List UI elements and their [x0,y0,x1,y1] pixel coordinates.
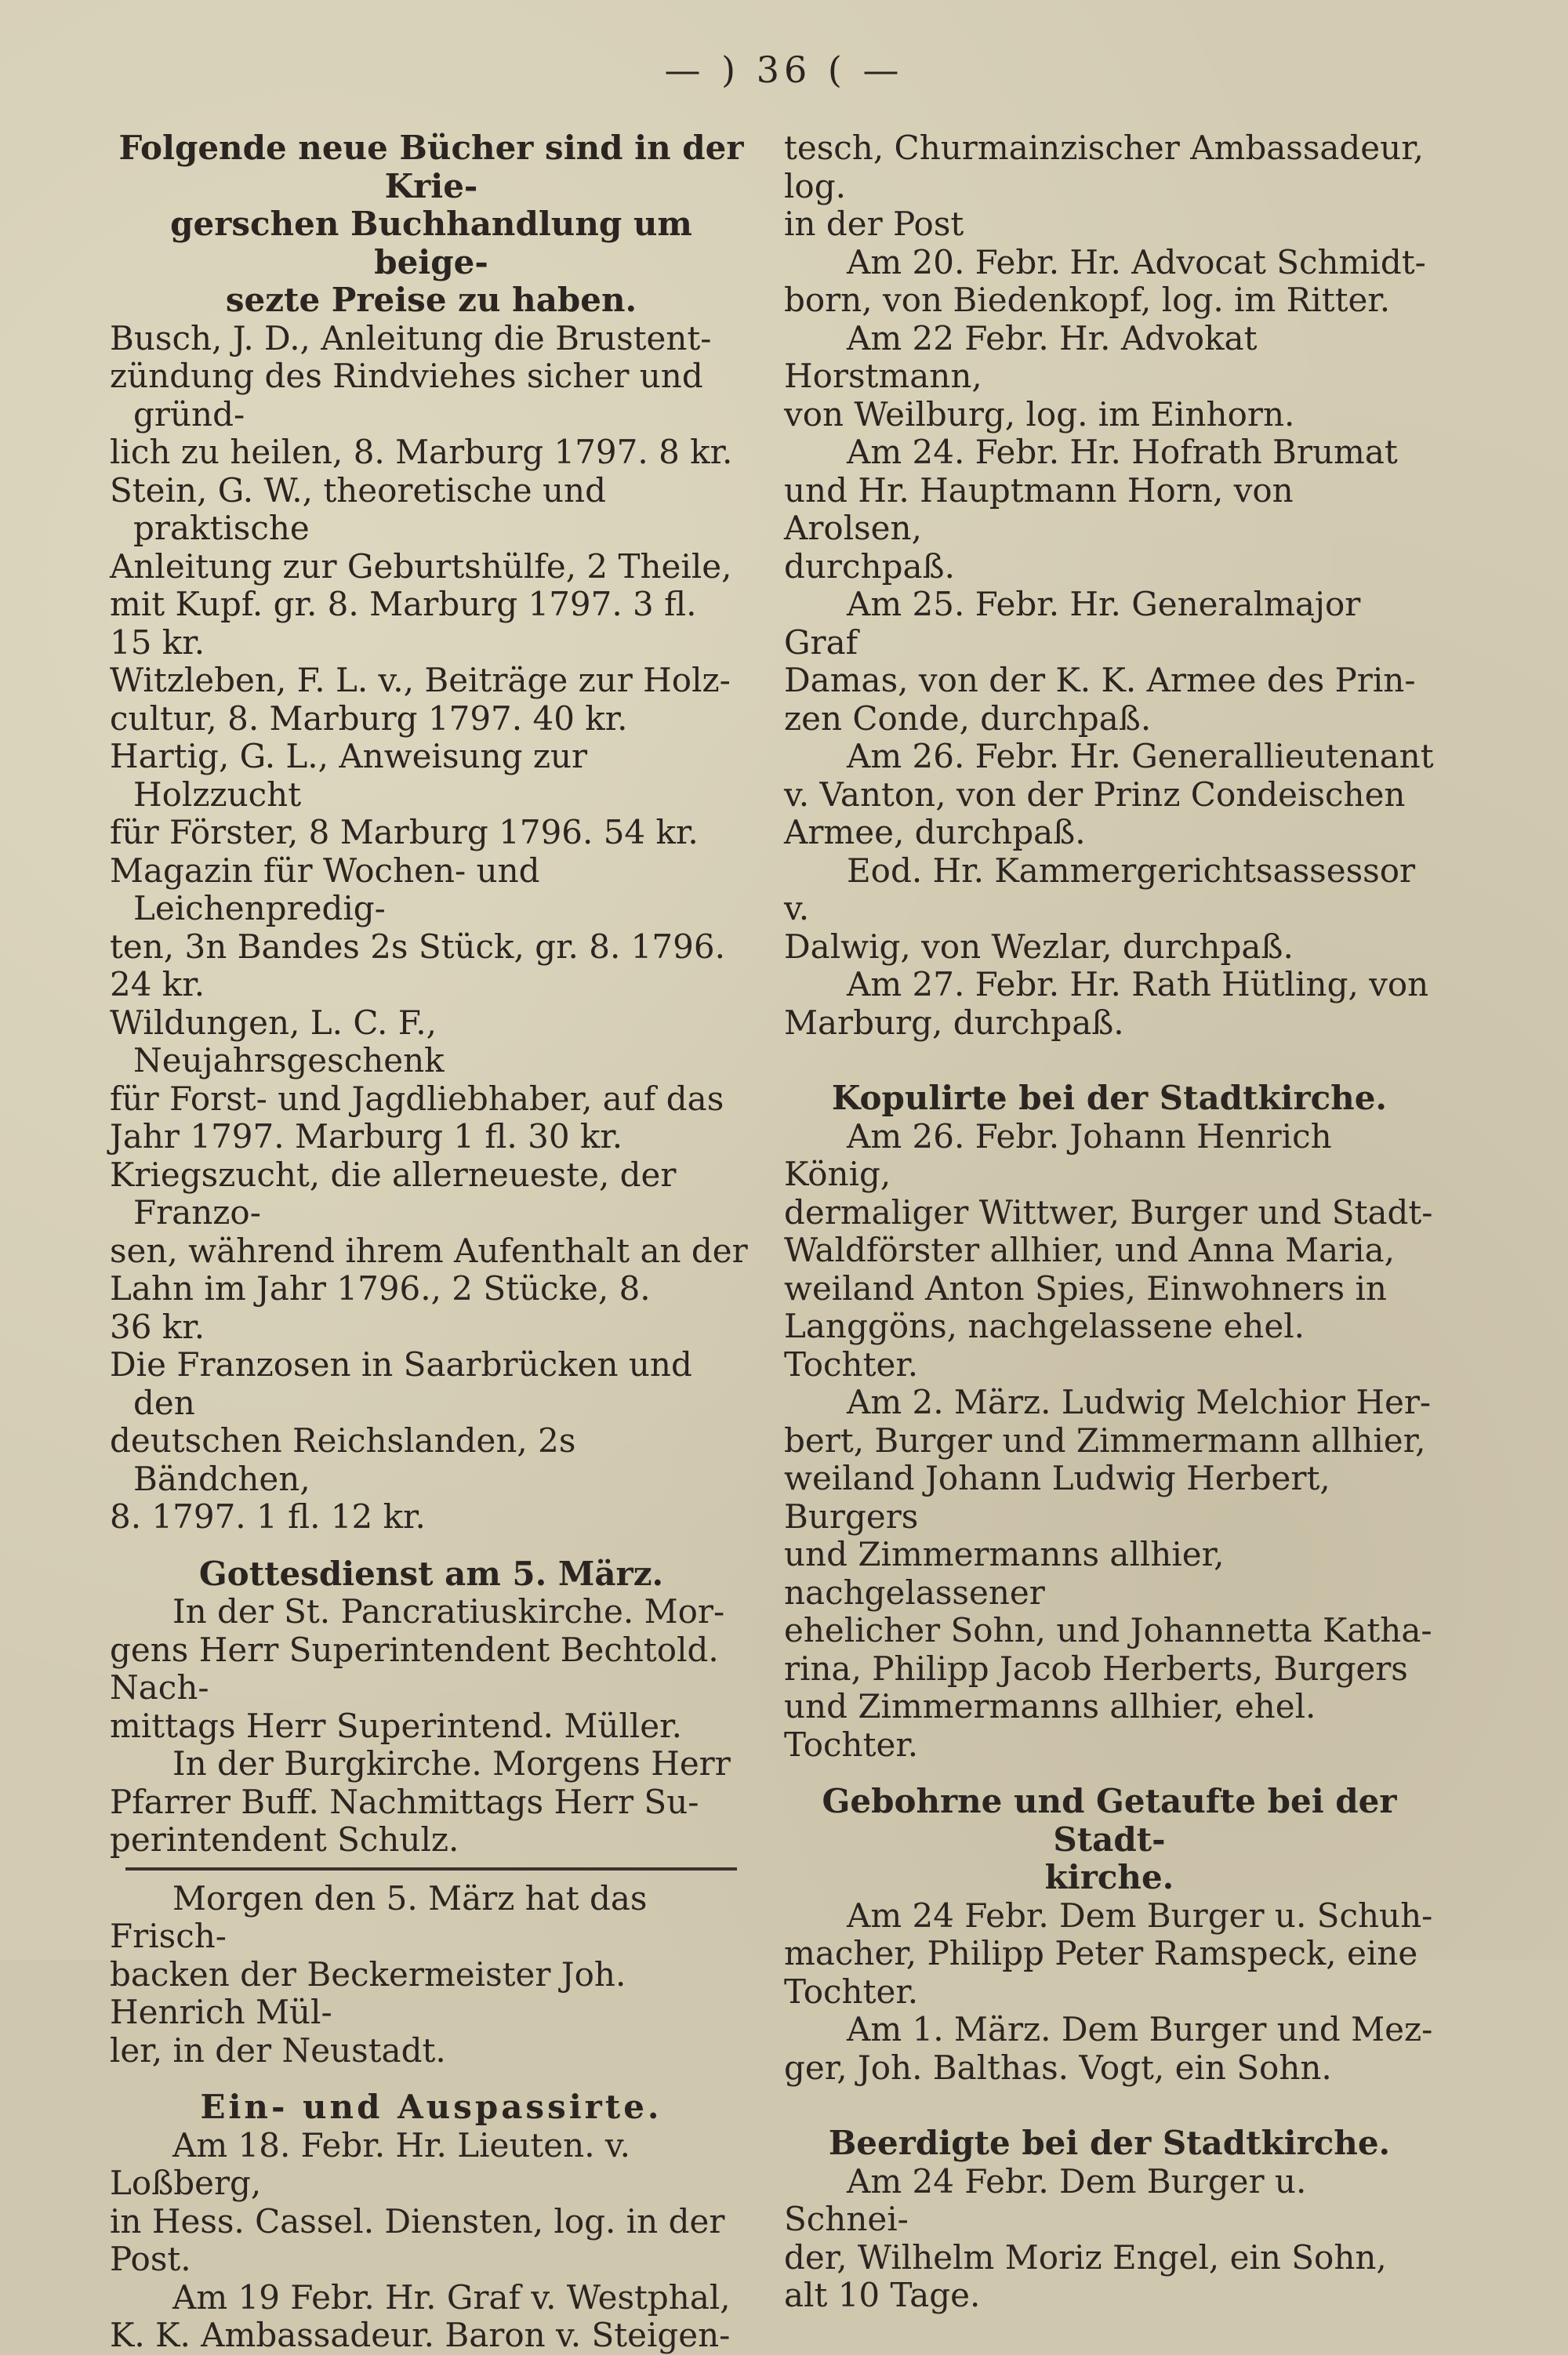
book-entry: Busch, J. D., Anleitung die Brustent- zündung des Rindviehes sicher und gründ- lich zu heilen, 8. Marburg 1797. 8 kr. [110,318,733,471]
born-heading: Gebohrne und Getaufte bei der Stadt- kirche. [822,1782,1397,1896]
married-entry: Am 26. Febr. Johann Henrich König, dermaliger Wittwer, Burger und Stadt- Waldförster allhier, und Anna Maria, weiland Anton Spies, Einwohners in Langgöns, nachgelassene ehel. Tochter. [784,1116,1433,1384]
book-entry: Witzleben, F. L. v., Beiträge zur Holz- cultur, 8. Marburg 1797. 40 kr. [110,661,731,738]
passed-heading: Ein- und Auspassirte. [200,2088,662,2126]
buried-heading: Beerdigte bei der Stadtkirche. [828,2124,1391,2162]
passed-entry: Am 25. Febr. Hr. Generalmajor Graf Damas, von der K. K. Armee des Prin- zen Conde, durchpaß. [784,585,1416,738]
service-heading: Gottesdienst am 5. März. [198,1554,664,1593]
passed-entry: Am 26. Febr. Hr. Generallieutenant v. Vanton, von der Prinz Condeischen Armee, durchpaß. [784,737,1434,851]
service-entry: In der St. Pancratiuskirche. Mor- gens Herr Superintendent Bechtold. Nach- mittags Herr Superintend. Müller. [110,1592,725,1745]
buried-entry: Am 24 Febr. Dem Burger u. Schnei- der, Wilhelm Moriz Engel, ein Sohn, alt 10 Tage. [784,2161,1387,2314]
book-list [110,320,753,1537]
born-entry: Am 24 Febr. Dem Burger u. Schuh- macher, Philipp Peter Ramspeck, eine Tochter. [784,1896,1433,2011]
book-entry: Wildungen, L. C. F., Neujahrsgeschenk für Forst- und Jagdliebhaber, auf das Jahr 1797. Marburg 1 fl. 30 kr. [110,1003,724,1156]
born-entry: Am 1. März. Dem Burger und Mez- ger, Joh. Balthas. Vogt, ein Sohn. [784,2010,1433,2087]
passed-entry: Am 22 Febr. Hr. Advokat Horstmann, von Weilburg, log. im Einhorn. [784,318,1295,434]
passed-entry: Am 27. Febr. Hr. Rath Hütling, von Marburg, durchpaß. [784,965,1429,1042]
passed-entry: Am 19 Febr. Hr. Graf v. Westphal, K. K. Ambassadeur. Baron v. Steigen- [110,2277,731,2354]
bakery-notice: Morgen den 5. März hat das Frisch- backen der Beckermeister Joh. Henrich Mül- ler, in der Neustadt. [110,1878,648,2070]
passed-entry: Am 24. Febr. Hr. Hofrath Brumat und Hr. Hauptmann Horn, von Arolsen, durchpaß. [784,433,1398,586]
book-entry: Stein, G. W., theoretische und praktische Anleitung zur Geburtshülfe, 2 Theile, mit Kupf. gr. 8. Marburg 1797. 3 fl. 15 kr. [110,470,732,662]
books-title: Folgende neue Bücher sind in der Krie- gerschen Buchhandlung um beige- sezte Preise zu haben. [118,129,744,319]
page-number-header: — ) 36 ( — [664,49,904,91]
married-entry: Am 2. März. Ludwig Melchior Her- bert, Burger und Zimmermann allhier, weiland Johann Ludwig Herbert, Burgers und Zimmermanns allhier, nachgelassener ehelicher Sohn, und Johannetta Katha- rina, Philipp Jacob Herberts, Burgers und Zimmermanns allhier, ehel. Tochter. [784,1383,1432,1764]
passed-entry: Am 20. Febr. Hr. Advocat Schmidt- born, von Biedenkopf, log. im Ritter. [784,242,1426,319]
book-entry: Die Franzosen in Saarbrücken und den deutschen Reichslanden, 2s Bändchen, 8. 1797. 1 fl. 12 kr. [110,1345,692,1536]
passed-entry: Am 18. Febr. Hr. Lieuten. v. Loßberg, in Hess. Cassel. Diensten, log. in der Post. [110,2125,725,2278]
book-entry: Hartig, G. L., Anweisung zur Holzzucht für Förster, 8 Marburg 1796. 54 kr. [110,737,699,851]
passed-entry: Eod. Hr. Kammergerichtsassessor v. Dalwig, von Wezlar, durchpaß. [784,851,1416,966]
right-column [784,129,1435,2315]
married-heading: Kopulirte bei der Stadtkirche. [831,1079,1388,1117]
section-divider [125,1867,737,1871]
service-entry: In der Burgkirche. Morgens Herr Pfarrer Buff. Nachmittags Herr Su- perintendent Schulz. [110,1744,731,1859]
left-column [110,129,753,2355]
book-entry: Kriegszucht, die allerneueste, der Franzo- sen, während ihrem Aufenthalt an der Lahn im Jahr 1796., 2 Stücke, 8. 36 kr. [110,1155,748,1346]
book-entry: Magazin für Wochen- und Leichenpredig- ten, 3n Bandes 2s Stück, gr. 8. 1796. 24 kr. [110,851,725,1003]
passed-entry: tesch, Churmainzischer Ambassadeur, log. in der Post [784,129,1425,243]
